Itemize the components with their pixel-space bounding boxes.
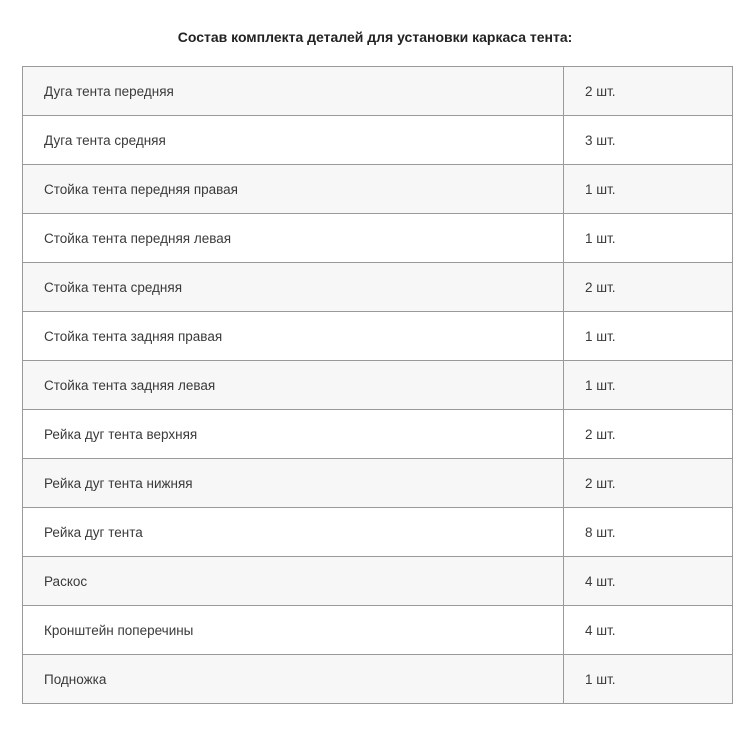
table-row bbox=[23, 459, 733, 508]
table-row bbox=[23, 508, 733, 557]
table-row bbox=[23, 116, 733, 165]
table-row bbox=[23, 263, 733, 312]
part-quantity-cell: 1 шт. bbox=[564, 165, 733, 214]
table-row bbox=[23, 655, 733, 704]
part-quantity-cell: 1 шт. bbox=[564, 214, 733, 263]
part-name-cell: Стойка тента передняя правая bbox=[23, 165, 564, 214]
part-name-cell: Стойка тента средняя bbox=[23, 263, 564, 312]
part-name-cell: Стойка тента задняя левая bbox=[23, 361, 564, 410]
part-name-cell: Стойка тента передняя левая bbox=[23, 214, 564, 263]
table-row bbox=[23, 410, 733, 459]
table-row bbox=[23, 214, 733, 263]
table-row bbox=[23, 606, 733, 655]
part-name-cell: Подножка bbox=[23, 655, 564, 704]
part-quantity-cell: 3 шт. bbox=[564, 116, 733, 165]
part-quantity-cell: 4 шт. bbox=[564, 557, 733, 606]
part-quantity-cell: 8 шт. bbox=[564, 508, 733, 557]
part-name-cell: Рейка дуг тента верхняя bbox=[23, 410, 564, 459]
part-quantity-cell: 4 шт. bbox=[564, 606, 733, 655]
part-quantity-cell: 2 шт. bbox=[564, 263, 733, 312]
part-quantity-cell: 1 шт. bbox=[564, 312, 733, 361]
part-name-cell: Рейка дуг тента bbox=[23, 508, 564, 557]
part-name-cell: Дуга тента передняя bbox=[23, 67, 564, 116]
part-quantity-cell: 2 шт. bbox=[564, 67, 733, 116]
table-row bbox=[23, 361, 733, 410]
parts-table-container bbox=[22, 66, 732, 704]
part-name-cell: Рейка дуг тента нижняя bbox=[23, 459, 564, 508]
table-row bbox=[23, 557, 733, 606]
table-row bbox=[23, 67, 733, 116]
parts-table-body bbox=[23, 67, 733, 704]
part-quantity-cell: 1 шт. bbox=[564, 655, 733, 704]
parts-table bbox=[22, 66, 733, 704]
part-name-cell: Стойка тента задняя правая bbox=[23, 312, 564, 361]
part-quantity-cell: 2 шт. bbox=[564, 410, 733, 459]
table-row bbox=[23, 312, 733, 361]
part-quantity-cell: 1 шт. bbox=[564, 361, 733, 410]
part-name-cell: Кронштейн поперечины bbox=[23, 606, 564, 655]
part-name-cell: Раскос bbox=[23, 557, 564, 606]
part-quantity-cell: 2 шт. bbox=[564, 459, 733, 508]
table-row bbox=[23, 165, 733, 214]
page-title: Состав комплекта деталей для установки каркаса тента: bbox=[177, 29, 573, 45]
part-name-cell: Дуга тента средняя bbox=[23, 116, 564, 165]
